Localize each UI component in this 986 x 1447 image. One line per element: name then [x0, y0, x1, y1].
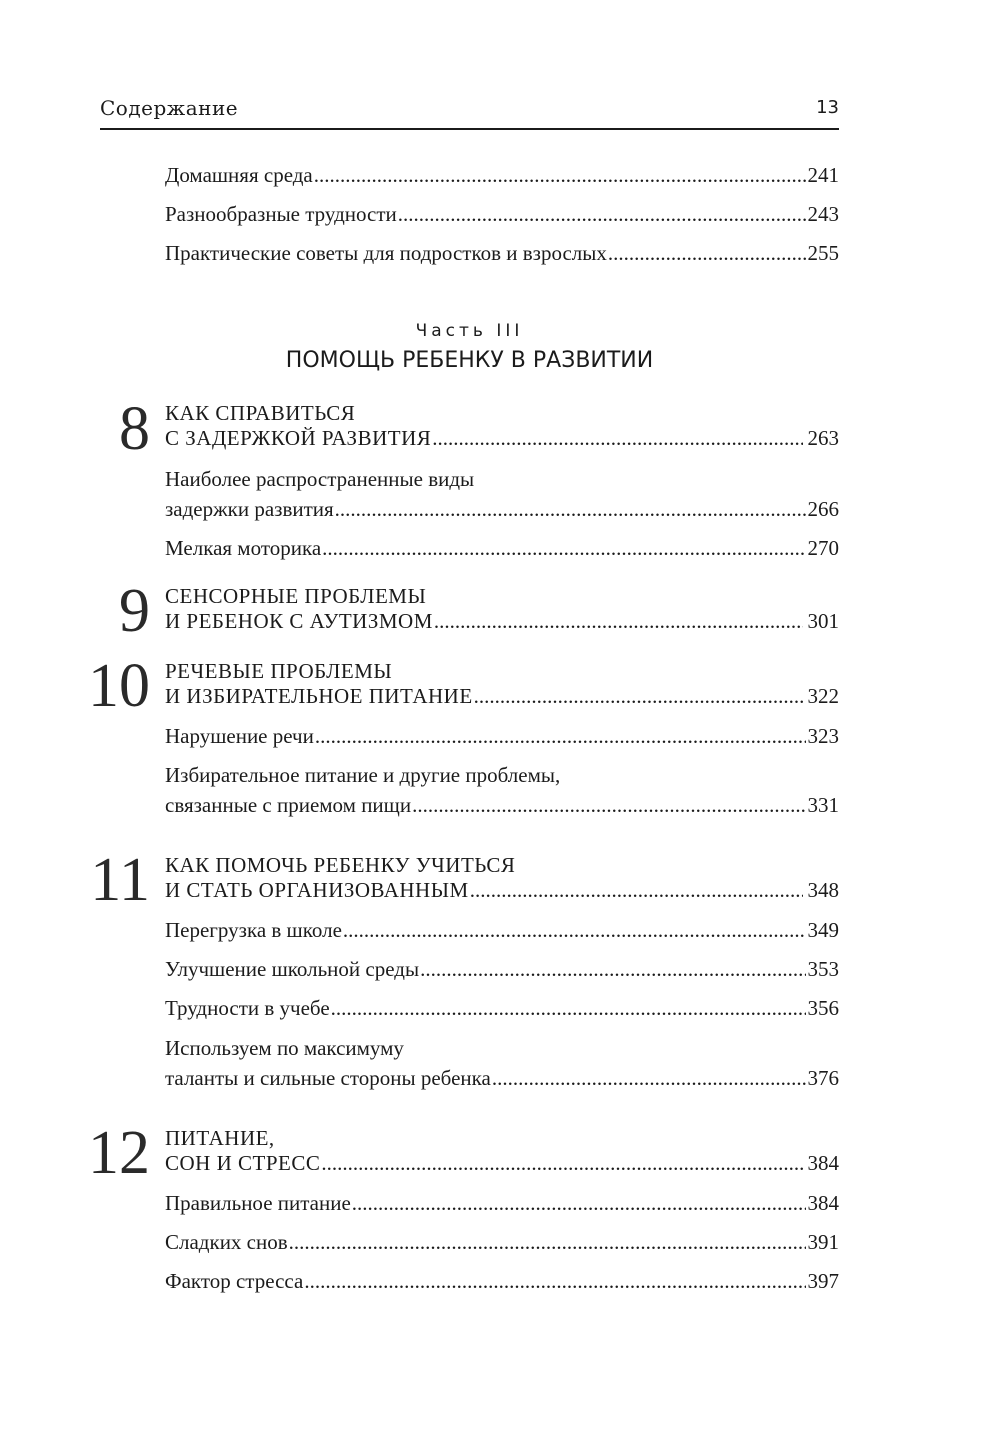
leader-dots [289, 1227, 806, 1257]
toc-entry[interactable] [165, 1033, 839, 1093]
toc-entry-page: 397 [807, 1269, 839, 1293]
toc-entry-page: 353 [807, 957, 839, 981]
chapter-title-line1: РЕЧЕВЫЕ ПРОБЛЕМЫ [165, 659, 393, 683]
toc-entry-page: 384 [807, 1191, 839, 1215]
toc-entry[interactable] [165, 993, 839, 1023]
toc-entry[interactable] [165, 1188, 839, 1218]
toc-entry-title-line1: Используем по максимуму [165, 1036, 404, 1060]
leader-dots [398, 199, 806, 229]
toc-entry-page: 266 [807, 497, 839, 521]
chapter-heading[interactable] [165, 584, 839, 634]
toc-entry-title: Правильное питание [165, 1191, 351, 1215]
toc-entry[interactable] [165, 915, 839, 945]
leader-dots [608, 238, 806, 268]
toc-entry[interactable] [165, 1227, 839, 1257]
toc-entry-title-line1: Наиболее распространенные виды [165, 467, 475, 491]
toc-entry-page: 241 [807, 163, 839, 187]
toc-entry[interactable] [165, 954, 839, 984]
chapter-title-line2: И ИЗБИРАТЕЛЬНОЕ ПИТАНИЕ [165, 684, 473, 708]
leader-dots [474, 684, 803, 709]
chapter-page: 322 [807, 684, 839, 708]
leader-dots [492, 1063, 806, 1093]
toc-entry[interactable] [165, 160, 839, 190]
toc-entry-title: Фактор стресса [165, 1269, 304, 1293]
page-number: 13 [816, 97, 839, 118]
chapter-number: 9 [119, 577, 150, 645]
toc-entry-title: Практические советы для подростков и взрослых [165, 241, 607, 265]
chapter-number: 10 [88, 652, 150, 720]
toc-entry-page: 323 [807, 724, 839, 748]
leader-dots [335, 494, 806, 524]
toc-entry-page: 356 [807, 996, 839, 1020]
chapter-title-line2: СОН И СТРЕСС [165, 1151, 321, 1175]
chapter-page: 301 [807, 609, 839, 633]
toc-entry-page: 376 [807, 1066, 839, 1090]
toc-entry-title: Перегрузка в школе [165, 918, 342, 942]
toc-entry[interactable] [165, 760, 839, 820]
chapter-heading[interactable] [165, 401, 839, 451]
toc-entry-title: таланты и сильные стороны ребенка [165, 1066, 491, 1090]
running-header [100, 96, 839, 130]
chapter-page: 384 [807, 1151, 839, 1175]
toc-entry[interactable] [165, 238, 839, 268]
toc-entry-title: Нарушение речи [165, 724, 314, 748]
chapter-heading[interactable] [165, 1126, 839, 1176]
chapter-title-line2: С ЗАДЕРЖКОЙ РАЗВИТИЯ [165, 426, 432, 450]
chapter-title-line1: СЕНСОРНЫЕ ПРОБЛЕМЫ [165, 584, 427, 608]
leader-dots [343, 915, 806, 945]
toc-entry[interactable] [165, 199, 839, 229]
leader-dots [352, 1188, 806, 1218]
running-header-title: Содержание [100, 96, 239, 120]
toc-entry-page: 243 [807, 202, 839, 226]
leader-dots [304, 1266, 805, 1296]
chapter-heading[interactable] [165, 659, 839, 709]
leader-dots [314, 160, 806, 190]
chapter-title-line1: КАК СПРАВИТЬСЯ [165, 401, 356, 425]
part-title: ПОМОЩЬ РЕБЕНКУ В РАЗВИТИИ [285, 348, 654, 373]
leader-dots [322, 533, 805, 563]
toc-entry-title: Мелкая моторика [165, 536, 322, 560]
toc-entry-title: связанные с приемом пищи [165, 793, 412, 817]
chapter-title-line2: И СТАТЬ ОРГАНИЗОВАННЫМ [165, 878, 469, 902]
chapter-title-line2: И РЕБЕНОК С АУТИЗМОМ [165, 609, 433, 633]
part-label: Часть III [415, 321, 524, 341]
chapter-number: 12 [88, 1119, 150, 1187]
toc-entry-page: 255 [807, 241, 839, 265]
leader-dots [420, 954, 805, 984]
chapter-heading[interactable] [165, 853, 839, 903]
leader-dots [321, 1151, 802, 1176]
toc-entry[interactable] [165, 1266, 839, 1296]
toc-entry-title: Домашняя среда [165, 163, 313, 187]
toc-entry-page: 331 [807, 793, 839, 817]
leader-dots [432, 426, 802, 451]
toc-entry-page: 391 [807, 1230, 839, 1254]
leader-dots [470, 878, 803, 903]
toc-entry-title: Сладких снов [165, 1230, 288, 1254]
leader-dots [315, 721, 806, 751]
toc-entry-title-line1: Избирательное питание и другие проблемы, [165, 763, 561, 787]
chapter-page: 263 [807, 426, 839, 450]
chapter-page: 348 [807, 878, 839, 902]
toc-entry-page: 270 [807, 536, 839, 560]
chapter-number: 8 [119, 395, 150, 463]
toc-entry-page: 349 [807, 918, 839, 942]
toc-entry[interactable] [165, 533, 839, 563]
toc-entry-title: задержки развития [165, 497, 334, 521]
toc-entry-title: Трудности в учебе [165, 996, 330, 1020]
leader-dots [331, 993, 806, 1023]
toc-entry-title: Улучшение школьной среды [165, 957, 420, 981]
toc-entry-title: Разнообразные трудности [165, 202, 397, 226]
leader-dots [434, 609, 803, 634]
chapter-title-line1: КАК ПОМОЧЬ РЕБЕНКУ УЧИТЬСЯ [165, 853, 516, 877]
toc-entry[interactable] [165, 464, 839, 524]
chapter-number: 11 [90, 846, 150, 914]
chapter-title-line1: ПИТАНИЕ, [165, 1126, 275, 1150]
leader-dots [412, 790, 805, 820]
toc-entry[interactable] [165, 721, 839, 751]
